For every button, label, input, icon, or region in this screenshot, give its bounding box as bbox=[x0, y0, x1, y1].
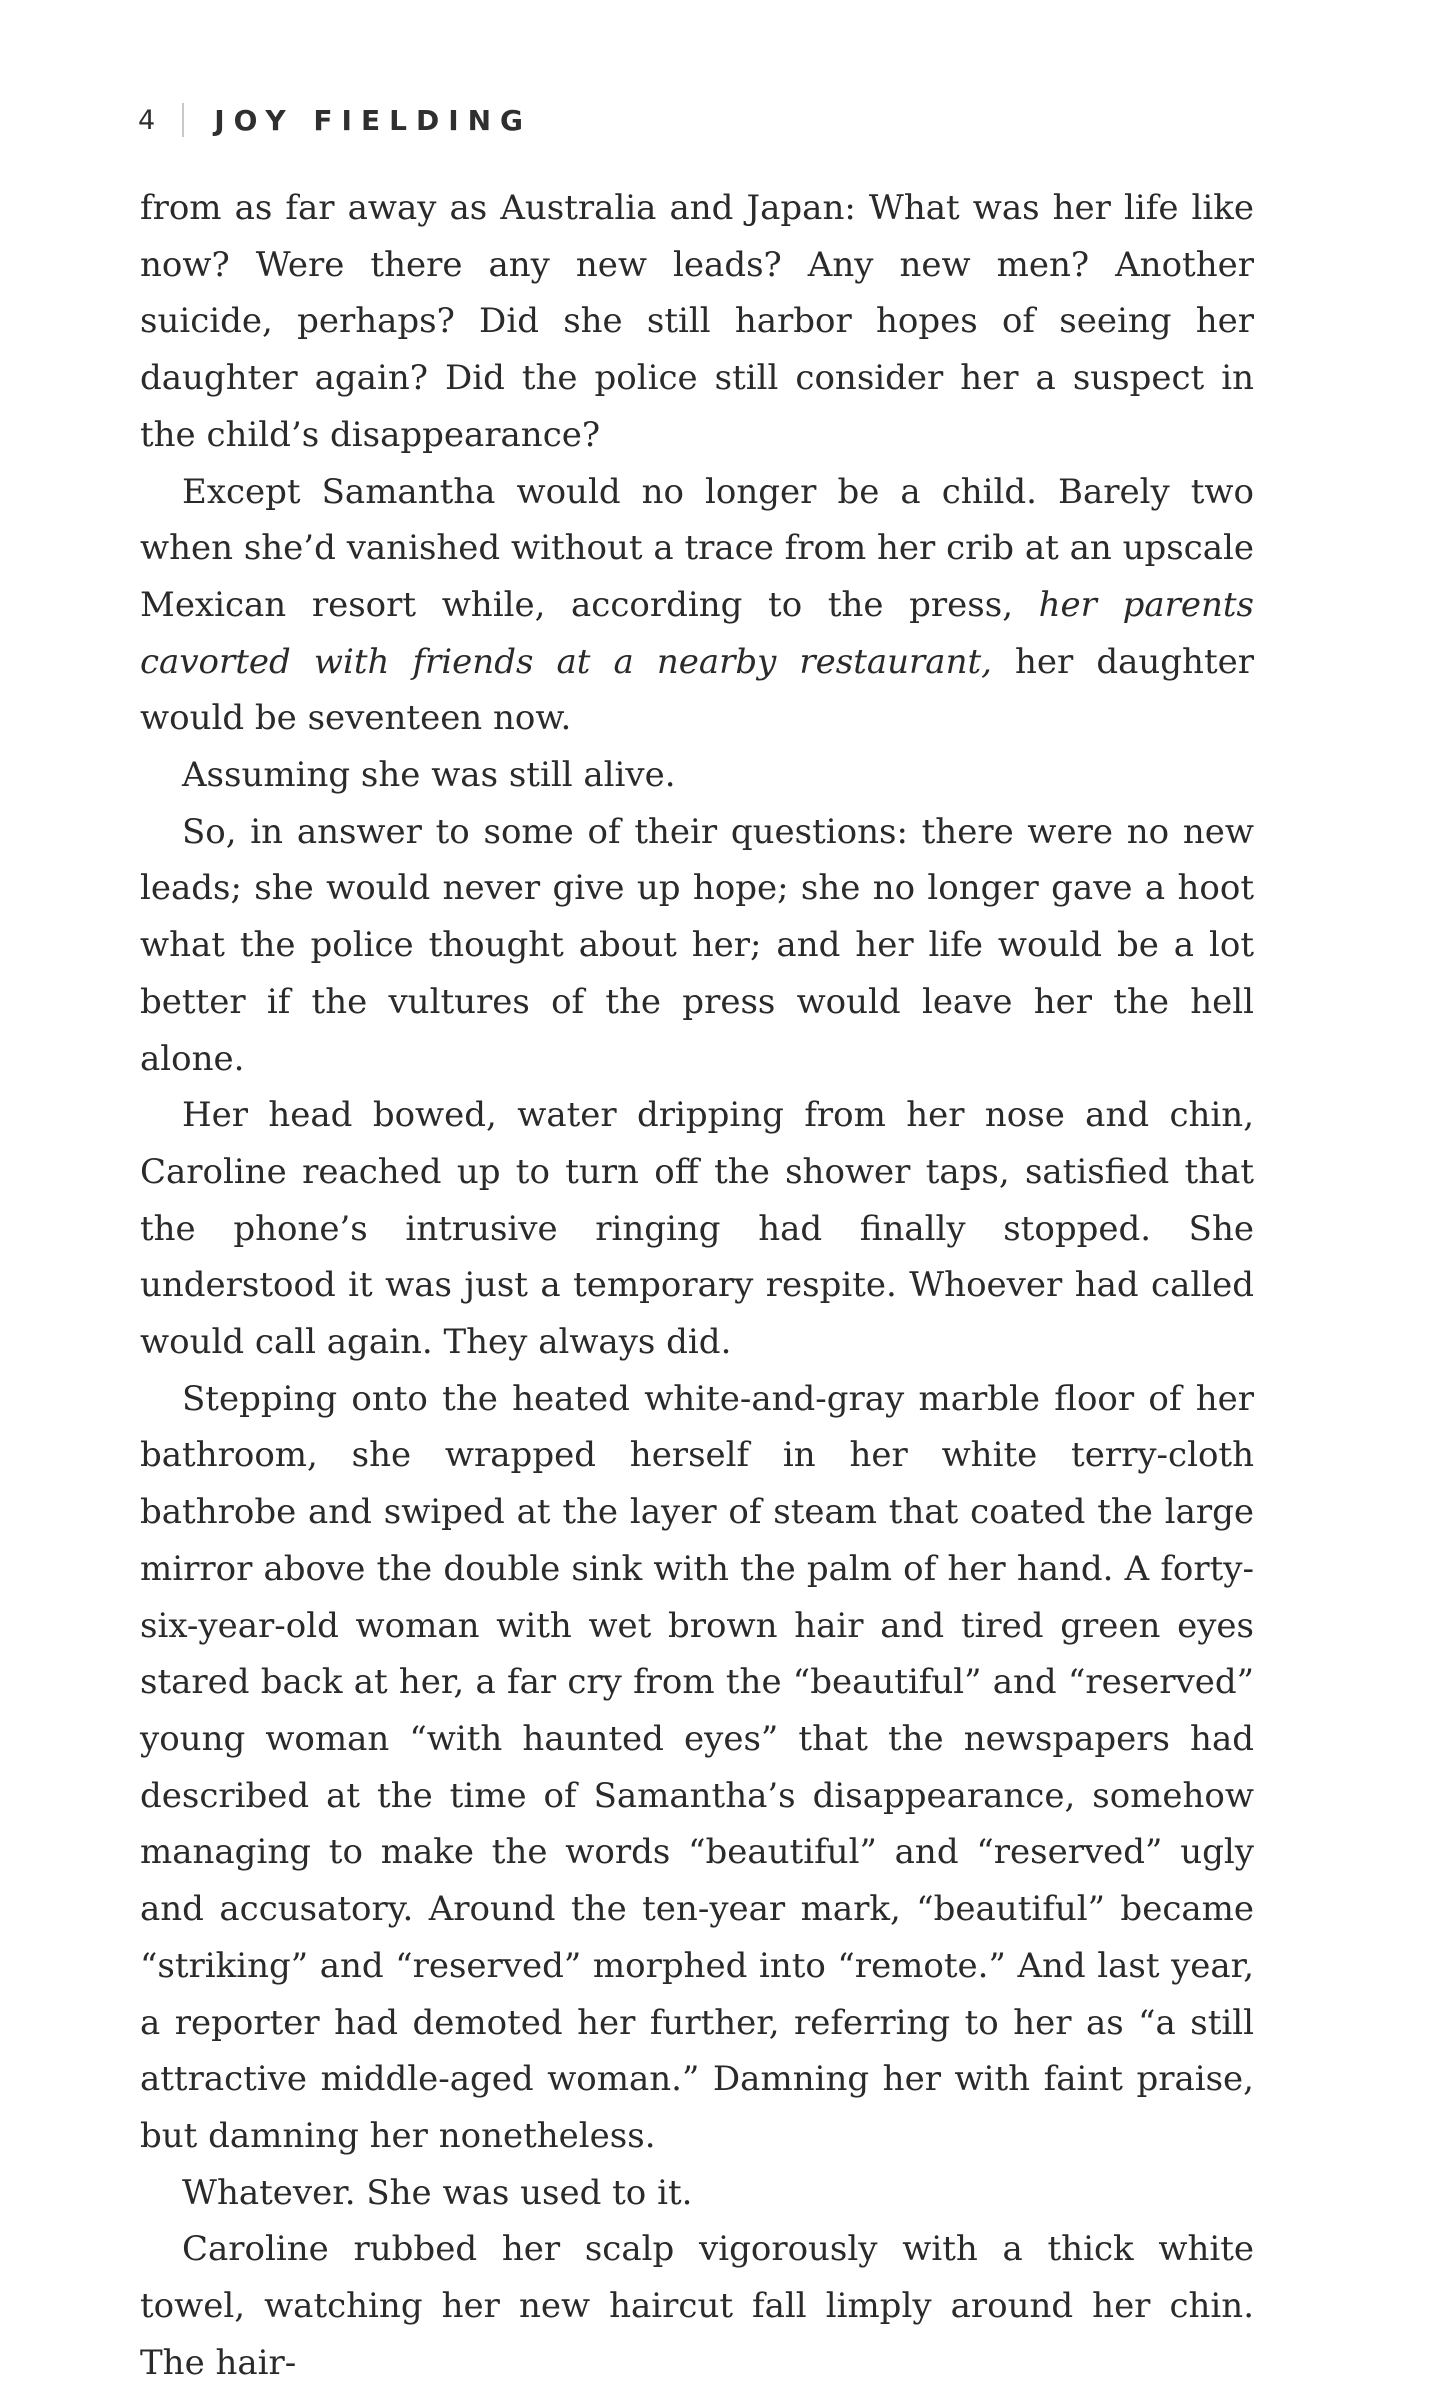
paragraph-text: Except Samantha would no longer be a child. Barely two when she’d vanished without a trace from her crib at an upscale Mexican resort while, according to the press, bbox=[140, 471, 1254, 625]
body-text bbox=[140, 180, 1254, 2391]
paragraph: Caroline rubbed her scalp vigorously with a thick white towel, watching her new haircut fall limply around her chin. The hair- bbox=[140, 2229, 1254, 2383]
header-divider bbox=[182, 103, 184, 137]
paragraph: from as far away as Australia and Japan: What was her life like now? Were there any new leads? Any new men? Another suicide, perhaps? Did she still harbor hopes of seeing her daughter again? Did the police still consider her a suspect in the child’s disappearance? bbox=[140, 188, 1254, 455]
author-name: JOY FIELDING bbox=[214, 103, 533, 137]
paragraph bbox=[140, 464, 1254, 748]
paragraph: Stepping onto the heated white-and-gray marble floor of her bathroom, she wrapped herself in her white terry-cloth bathrobe and swiped at the layer of steam that coated the large mirror above the double sink with the palm of her hand. A forty-six-year-old woman with wet brown hair and tired green eyes stared back at her, a far cry from the “beautiful” and “reserved” young woman “with haunted eyes” that the newspapers had described at the time of Samantha’s disappearance, somehow managing to make the words “beautiful” and “reserved” ugly and accusatory. Around the ten-year mark, “beautiful” became “striking” and “reserved” morphed into “remote.” And last year, a reporter had demoted her further, referring to her as “a still attractive middle-aged woman.” Damning her with faint praise, but damning her nonetheless. bbox=[140, 1378, 1254, 2156]
paragraph: Assuming she was still alive. bbox=[182, 755, 676, 796]
paragraph: Whatever. She was used to it. bbox=[182, 2172, 693, 2213]
paragraph-text: her daughter would be seventeen now. bbox=[140, 641, 1254, 739]
italic-quote: her parents cavorted with friends at a nearby restaurant, bbox=[140, 584, 1254, 682]
paragraph: Her head bowed, water dripping from her nose and chin, Caroline reached up to turn off the shower taps, satisfied that the phone’s intrusive ringing had finally stopped. She understood it was just a temporary respite. Whoever had called would call again. They always did. bbox=[140, 1095, 1254, 1363]
running-head bbox=[138, 98, 532, 142]
page-number: 4 bbox=[138, 104, 157, 136]
paragraph: So, in answer to some of their questions: there were no new leads; she would never give up hope; she no longer gave a hoot what the police thought about her; and her life would be a lot better if the vultures of the press would leave her the hell alone. bbox=[140, 811, 1254, 1079]
